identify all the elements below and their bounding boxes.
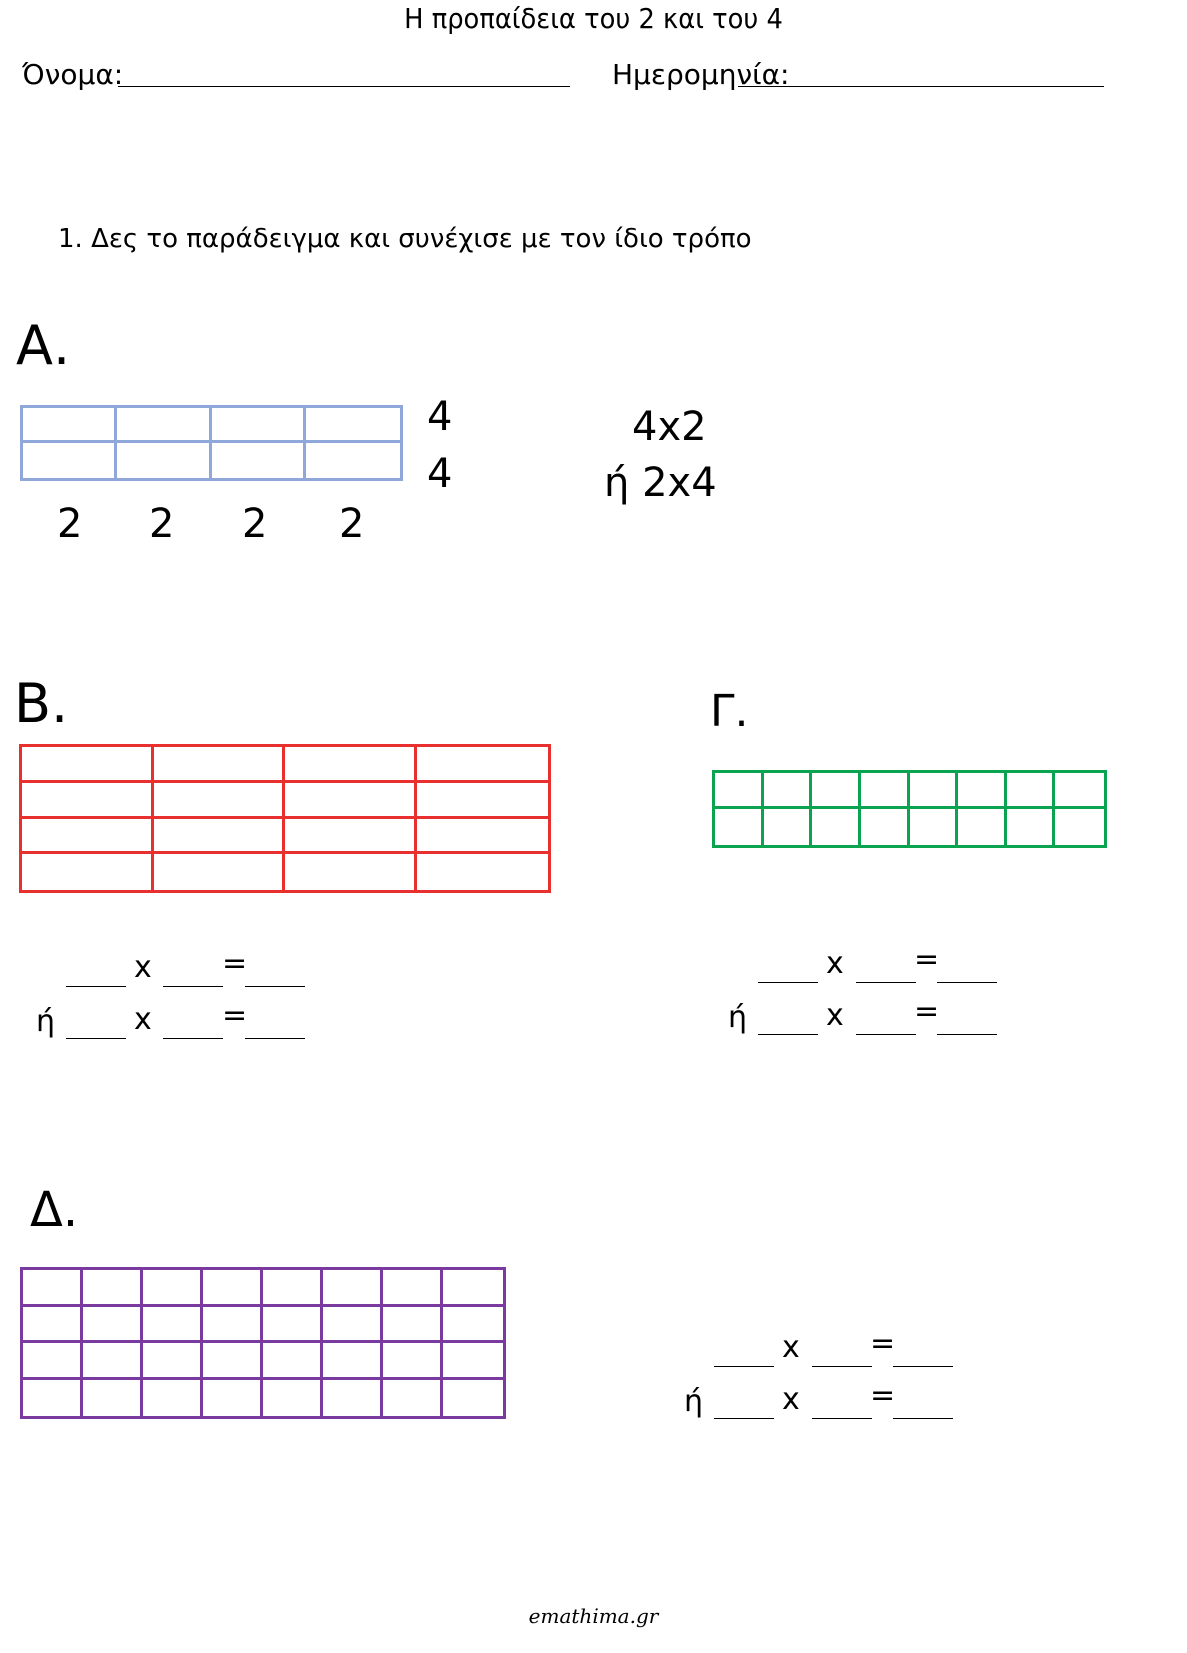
grid-cell xyxy=(812,809,861,845)
grid-cell xyxy=(23,408,117,443)
section-b-grid xyxy=(19,744,551,893)
answer-blank[interactable] xyxy=(66,986,126,987)
answer-blank[interactable] xyxy=(758,1034,818,1035)
grid-cell xyxy=(22,819,154,855)
grid-cell xyxy=(212,443,306,478)
or-label: ή xyxy=(684,1384,704,1419)
grid-cell xyxy=(143,1343,203,1380)
grid-cell xyxy=(417,854,549,890)
worksheet-title: Η προπαίδεια του 2 και του 4 xyxy=(404,2,783,35)
answer-blank[interactable] xyxy=(714,1418,774,1419)
grid-cell xyxy=(715,773,764,809)
grid-cell xyxy=(23,1307,83,1344)
grid-cell xyxy=(203,1380,263,1417)
answer-blank[interactable] xyxy=(856,1034,916,1035)
grid-cell xyxy=(383,1343,443,1380)
grid-cell xyxy=(861,809,910,845)
grid-cell xyxy=(143,1307,203,1344)
grid-cell xyxy=(443,1380,503,1417)
section-a-letter: Α. xyxy=(16,314,71,377)
grid-cell xyxy=(117,408,211,443)
grid-cell xyxy=(323,1343,383,1380)
equals-sign: = xyxy=(914,994,940,1029)
grid-cell xyxy=(383,1307,443,1344)
section-b-letter: Β. xyxy=(14,672,69,735)
section-d-grid xyxy=(20,1267,506,1419)
footer-brand: emathima.gr xyxy=(528,1604,659,1628)
grid-cell xyxy=(83,1270,143,1307)
grid-cell xyxy=(417,819,549,855)
name-label: Όνομα: xyxy=(22,58,124,91)
grid-cell xyxy=(417,783,549,819)
grid-cell xyxy=(764,773,813,809)
grid-cell xyxy=(23,443,117,478)
grid-cell xyxy=(764,809,813,845)
equals-sign: = xyxy=(870,1326,896,1361)
grid-cell xyxy=(22,747,154,783)
grid-cell xyxy=(23,1380,83,1417)
section-a-grid xyxy=(20,405,403,481)
answer-blank[interactable] xyxy=(812,1418,872,1419)
grid-cell xyxy=(203,1343,263,1380)
answer-blank[interactable] xyxy=(163,1038,223,1039)
grid-cell xyxy=(23,1270,83,1307)
grid-cell xyxy=(910,773,959,809)
section-d-letter: Δ. xyxy=(30,1182,79,1238)
grid-cell xyxy=(910,809,959,845)
grid-cell xyxy=(285,819,417,855)
grid-cell xyxy=(383,1270,443,1307)
grid-cell xyxy=(143,1270,203,1307)
grid-cell xyxy=(22,783,154,819)
answer-blank[interactable] xyxy=(758,982,818,983)
answer-blank[interactable] xyxy=(245,986,305,987)
section-a-col-label: 2 xyxy=(149,501,175,547)
grid-cell xyxy=(203,1307,263,1344)
date-label: Ημερομηνία: xyxy=(612,58,790,91)
grid-cell xyxy=(715,809,764,845)
equals-sign: = xyxy=(914,942,940,977)
times-sign: x xyxy=(826,946,844,981)
grid-cell xyxy=(212,408,306,443)
grid-cell xyxy=(22,854,154,890)
times-sign: x xyxy=(134,1002,152,1037)
exercise-instruction: 1. Δες το παράδειγμα και συνέχισε με τον ίδιο τρόπο xyxy=(58,224,752,254)
equals-sign: = xyxy=(222,946,248,981)
grid-cell xyxy=(323,1270,383,1307)
grid-cell xyxy=(323,1307,383,1344)
grid-cell xyxy=(443,1307,503,1344)
grid-cell xyxy=(203,1270,263,1307)
grid-cell xyxy=(263,1380,323,1417)
section-a-col-label: 2 xyxy=(57,501,83,547)
answer-blank[interactable] xyxy=(163,986,223,987)
section-a-equation: 4x2 xyxy=(632,404,707,450)
times-sign: x xyxy=(826,998,844,1033)
grid-cell xyxy=(1055,773,1104,809)
grid-cell xyxy=(285,783,417,819)
section-a-col-label: 2 xyxy=(242,501,268,547)
answer-blank[interactable] xyxy=(937,1034,997,1035)
times-sign: x xyxy=(782,1382,800,1417)
answer-blank[interactable] xyxy=(856,982,916,983)
answer-blank[interactable] xyxy=(714,1366,774,1367)
grid-cell xyxy=(443,1343,503,1380)
answer-blank[interactable] xyxy=(937,982,997,983)
grid-cell xyxy=(263,1270,323,1307)
grid-cell xyxy=(285,854,417,890)
grid-cell xyxy=(117,443,211,478)
section-a-row-label: 4 xyxy=(427,451,453,497)
or-label: ή xyxy=(728,1000,748,1035)
grid-cell xyxy=(323,1380,383,1417)
grid-cell xyxy=(285,747,417,783)
answer-blank[interactable] xyxy=(245,1038,305,1039)
equals-sign: = xyxy=(222,998,248,1033)
grid-cell xyxy=(443,1270,503,1307)
grid-cell xyxy=(154,783,286,819)
grid-cell xyxy=(263,1307,323,1344)
grid-cell xyxy=(154,854,286,890)
grid-cell xyxy=(958,809,1007,845)
grid-cell xyxy=(143,1380,203,1417)
times-sign: x xyxy=(134,950,152,985)
answer-blank[interactable] xyxy=(893,1366,953,1367)
grid-cell xyxy=(83,1380,143,1417)
grid-cell xyxy=(306,443,400,478)
section-c-grid xyxy=(712,770,1107,848)
grid-cell xyxy=(23,1343,83,1380)
times-sign: x xyxy=(782,1330,800,1365)
grid-cell xyxy=(154,747,286,783)
grid-cell xyxy=(383,1380,443,1417)
grid-cell xyxy=(306,408,400,443)
grid-cell xyxy=(83,1343,143,1380)
section-a-equation-alt: ή 2x4 xyxy=(604,460,717,506)
grid-cell xyxy=(1007,773,1056,809)
grid-cell xyxy=(812,773,861,809)
answer-blank[interactable] xyxy=(893,1418,953,1419)
grid-cell xyxy=(83,1307,143,1344)
name-field-line[interactable] xyxy=(118,86,570,87)
section-c-letter: Γ. xyxy=(710,686,749,737)
grid-cell xyxy=(1007,809,1056,845)
equals-sign: = xyxy=(870,1378,896,1413)
grid-cell xyxy=(861,773,910,809)
grid-cell xyxy=(154,819,286,855)
section-a-col-label: 2 xyxy=(339,501,365,547)
answer-blank[interactable] xyxy=(66,1038,126,1039)
answer-blank[interactable] xyxy=(812,1366,872,1367)
grid-cell xyxy=(263,1343,323,1380)
grid-cell xyxy=(1055,809,1104,845)
section-a-row-label: 4 xyxy=(427,394,453,440)
grid-cell xyxy=(958,773,1007,809)
grid-cell xyxy=(417,747,549,783)
or-label: ή xyxy=(36,1004,56,1039)
date-field-line[interactable] xyxy=(738,86,1104,87)
